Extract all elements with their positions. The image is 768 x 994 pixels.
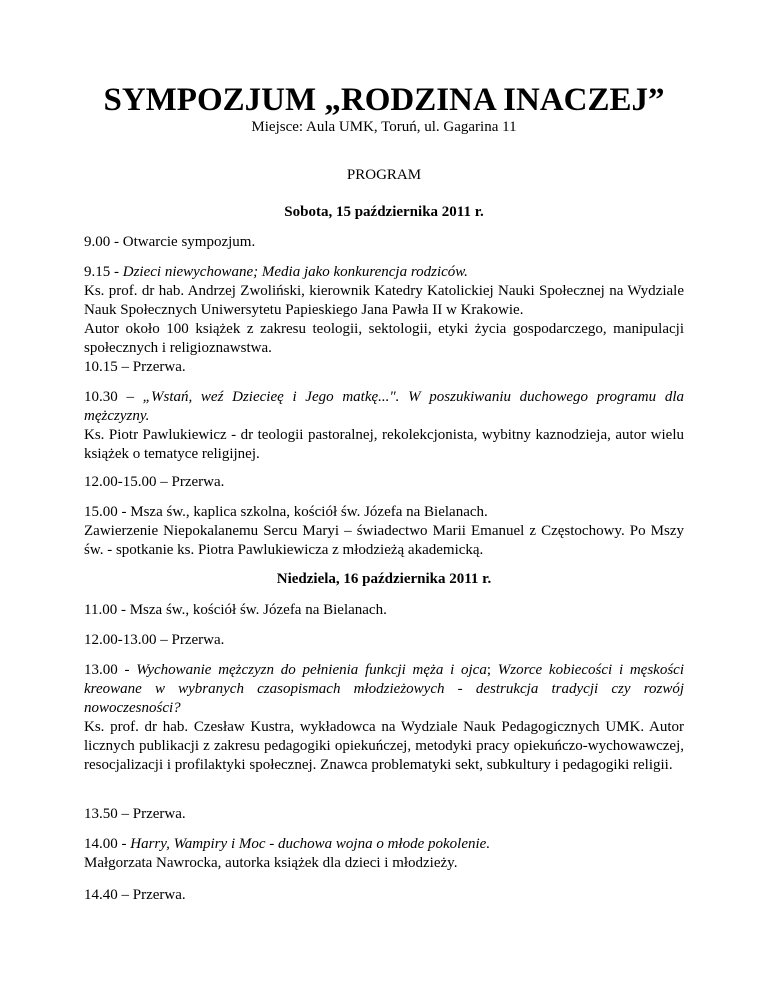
agenda-item [84,661,684,775]
item-text: - Msza św., kościół św. Józefa na Bielanach. [117,602,387,618]
lecture-title: Wychowanie mężczyzn do pełnienia funkcji męża i ojca [136,662,487,678]
agenda-item [84,601,684,620]
speaker-info: Ks. prof. dr hab. Andrzej Zwoliński, kierownik Katedry Katolickiej Nauki Społecznej na Wydziale Nauk Społecznych Uniwersytetu Papieskiego Jana Pawła II w Krakowie. [84,283,684,318]
agenda-item [84,473,684,492]
location-line: Miejsce: Aula UMK, Toruń, ul. Gagarina 11 [251,119,517,135]
item-separator: - [110,264,123,280]
item-text: - Otwarcie sympozjum. [110,234,256,250]
speaker-info: Ks. Piotr Pawlukiewicz - dr teologii pastoralnej, rekolekcjonista, wybitny kaznodzieja, autor wielu książek o tematyce religijnej. [84,427,684,462]
agenda-item [84,835,684,873]
item-time: 14.00 [84,836,118,852]
agenda-item [84,631,684,650]
item-time: 11.00 [84,602,118,618]
lecture-title: Harry, Wampiry i Moc - duchowa wojna o młode pokolenie. [130,836,491,852]
item-time: 12.00-15.00 [84,474,157,490]
speaker-bio: Autor około 100 książek z zakresu teologii, sektologii, etyki życia gospodarczego, manipulacji społecznych i religioznawstwa. [84,321,684,356]
page-title: SYMPOZJUM „RODZINA INACZEJ” [103,82,665,118]
item-separator: - [117,836,131,852]
lecture-title: „Wstań, weź Dziecieę i Jego matkę...". W poszukiwaniu duchowego programu dla mężczyzny. [84,389,684,424]
item-time: 9.00 [84,234,111,250]
item-separator: - [117,662,137,678]
lecture-title: Wzorce kobiecości i męskości kreowane w wybranych czasopismach młodzieżowych - destrukcja tradycji czy rozwój nowoczesności? [84,662,684,716]
speaker-info: Małgorzata Nawrocka, autorka książek dla dzieci i młodzieży. [84,855,458,871]
item-text: – Przerwa. [117,359,186,375]
agenda-item [84,503,684,560]
item-time: 15.00 [84,504,118,520]
program-heading: PROGRAM [346,167,422,183]
item-extra: Zawierzenie Niepokalanemu Sercu Maryi – świadectwo Marii Emanuel z Częstochowy. Po Mszy św. - spotkanie ks. Piotra Pawlukiewicza z młodzieżą akademicką. [84,523,684,558]
day1-heading: Sobota, 15 października 2011 r. [284,204,484,220]
item-time: 13.00 [84,662,118,678]
item-time: 12.00-13.00 [84,632,157,648]
item-text: – Przerwa. [117,887,186,903]
item-time: 13.50 [84,806,118,822]
item-separator: ; [486,662,498,678]
item-text: - Msza św., kaplica szkolna, kościół św. Józefa na Bielanach. [117,504,488,520]
item-time: 10.30 [84,389,118,405]
agenda-item [84,263,684,358]
agenda-item [84,388,684,464]
item-separator: – [117,389,143,405]
agenda-item [84,805,684,824]
day2-heading: Niedziela, 16 października 2011 r. [276,571,492,587]
item-text: – Przerwa. [156,632,225,648]
item-text: – Przerwa. [117,806,186,822]
lecture-title: Dzieci niewychowane; Media jako konkurencja rodziców. [122,264,468,280]
agenda-item [84,233,684,252]
item-time: 9.15 [84,264,111,280]
speaker-info: Ks. prof. dr hab. Czesław Kustra, wykładowca na Wydziale Nauk Pedagogicznych UMK. Autor licznych publikacji z zakresu pedagogiki opiekuńczej, metodyki pracy opiekuńczo-wychowawczej, resocjalizacji i profilaktyki społecznej. Znawca problematyki sekt, subkultury i pedagogiki religii. [84,719,684,773]
agenda-item [84,358,684,377]
item-time: 14.40 [84,887,118,903]
item-time: 10.15 [84,359,118,375]
item-text: – Przerwa. [156,474,225,490]
agenda-item [84,886,684,905]
